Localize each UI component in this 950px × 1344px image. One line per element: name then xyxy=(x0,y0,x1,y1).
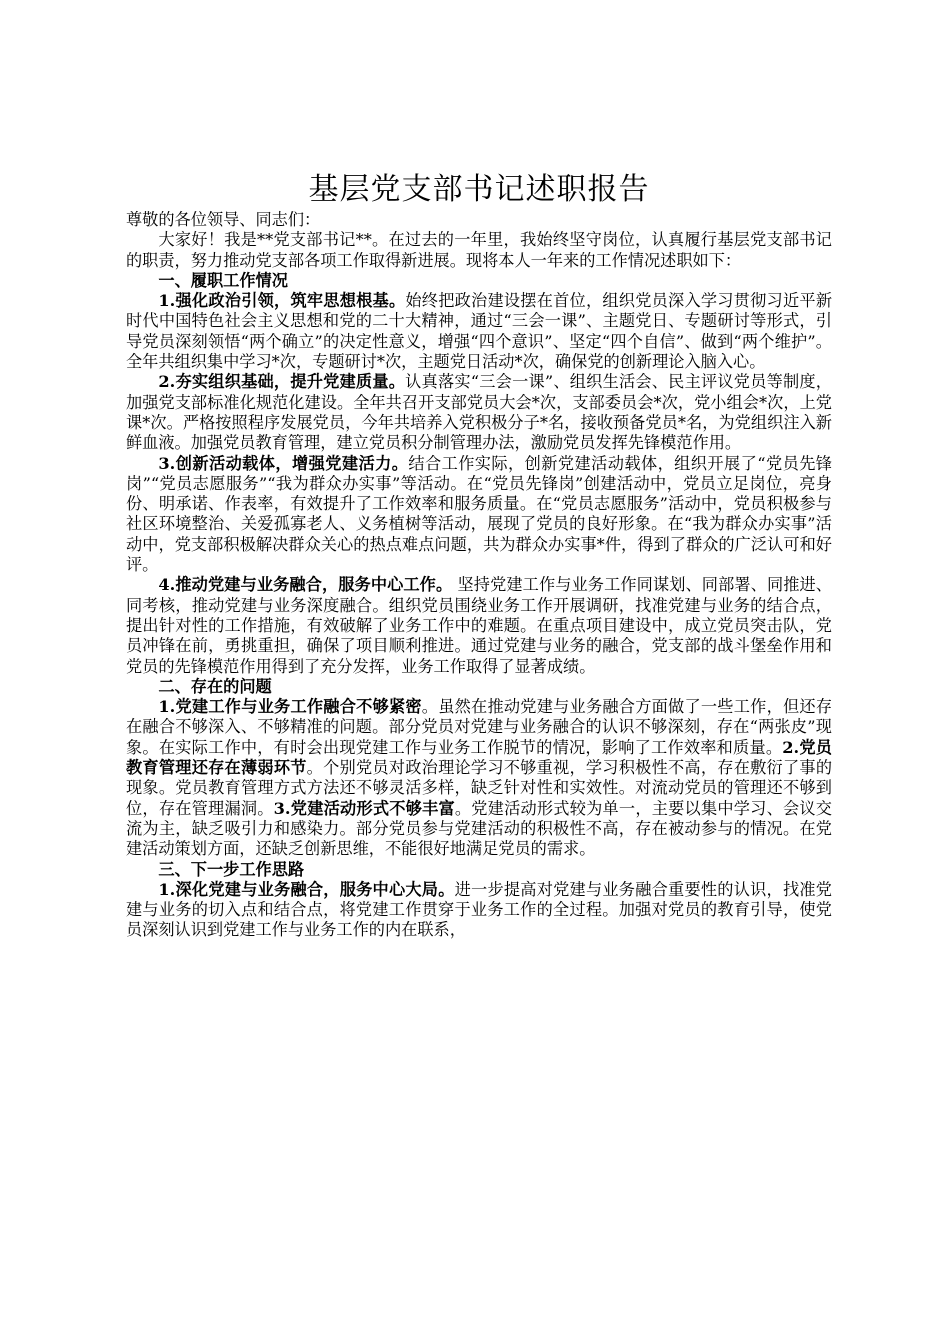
document-page xyxy=(126,170,832,941)
section1-item-2 xyxy=(126,372,832,453)
problem-body-2: 。个别党员对政治理论学习不够重视，学习积极性不高，存在敷衍了事的现象。党员教育管理方式方法还不够灵活多样，缺乏针对性和实效性。对流动党员的管理还不够到位，存在管理漏洞。 xyxy=(126,758,833,818)
item-lead: 3.创新活动载体，增强党建活力。 xyxy=(158,453,409,473)
item-body: 进一步提高对党建与业务融合重要性的认识，找准党建与业务的切入点和结合点，将党建工作贯穿于业务工作的全过程。加强对党员的教育引导，使党员深刻认识到党建工作与业务工作的内在联系， xyxy=(126,879,832,940)
item-body: 结合工作实际，创新党建活动载体，组织开展了“党员先锋岗”“党员志愿服务”“我为群众办实事”等活动。在“党员先锋岗”创建活动中，党员立足岗位，亮身份、明承诺、作表率，有效提升了工作效率和服务质量。在“党员志愿服务”活动中，党员积极参与社区环境整治、关爱孤寡老人、义务植树等活动，展现了党员的良好形象。在“我为群众办实事”活动中，党支部积极解决群众关心的热点难点问题，共为群众办实事*件，得到了群众的广泛认可和好评。 xyxy=(126,453,832,575)
item-body: 始终把政治建设摆在首位，组织党员深入学习贯彻习近平新时代中国特色社会主义思想和党的二十大精神，通过“三会一课”、主题党日、专题研讨等形式，引导党员深刻领悟“两个确立”的决定性意义，增强“四个意识”、坚定“四个自信”、做到“两个维护”。全年共组织集中学习*次，专题研讨*次，主题党日活动*次，确保党的创新理论入脑入心。 xyxy=(126,291,833,372)
salutation: 尊敬的各位领导、同志们： xyxy=(126,210,321,229)
intro-paragraph: 大家好！我是**党支部书记**。在过去的一年里，我始终坚守岗位，认真履行基层党支部书记的职责，努力推动党支部各项工作取得新进展。现将本人一年来的工作情况述职如下： xyxy=(126,230,832,270)
section2-heading: 二、存在的问题 xyxy=(158,676,272,696)
section3-item-1 xyxy=(126,880,832,941)
problem-lead-2: 2.党员教育管理还存在薄弱环节 xyxy=(126,737,832,778)
problem-lead-3: 3.党建活动形式不够丰富 xyxy=(273,798,455,818)
section1-heading: 一、履职工作情况 xyxy=(158,270,288,290)
item-lead: 1.深化党建与业务融合，服务中心大局。 xyxy=(158,879,455,899)
item-body: 坚持党建工作与业务工作同谋划、同部署、同推进、同考核，推动党建与业务深度融合。组织党员围绕业务工作开展调研，找准党建与业务的结合点，提出针对性的工作措施，有效破解了业务工作中的难题。在重点项目建设中，成立党员突击队，党员冲锋在前，勇挑重担，确保了项目顺利推进。通过党建与业务的融合，党支部的战斗堡垒作用和党员的先锋模范作用得到了充分发挥，业务工作取得了显著成绩。 xyxy=(126,575,832,676)
problem-lead-1: 1.党建工作与业务工作融合不够紧密 xyxy=(158,697,422,717)
problem-body-1: 。虽然在推动党建与业务融合方面做了一些工作，但还存在融合不够深入、不够精准的问题。部分党员对党建与业务融合的认识不够深刻，存在“两张皮”现象。在实际工作中，有时会出现党建工作与业务工作脱节的情况，影响了工作效率和质量。 xyxy=(126,697,833,757)
section1-item-3 xyxy=(126,454,832,576)
section1-item-4 xyxy=(126,575,832,676)
item-body: 认真落实“三会一课”、组织生活会、民主评议党员等制度，加强党支部标准化规范化建设。全年共召开支部党员大会*次，支部委员会*次，党小组会*次，上党课*次。严格按照程序发展党员，今年共培养入党积极分子*名，接收预备党员*名，为党组织注入新鲜血液。加强党员教育管理，建立党员积分制管理办法，激励党员发挥先锋模范作用。 xyxy=(126,372,832,453)
section3-heading: 三、下一步工作思路 xyxy=(158,859,305,879)
problem-body-3: 。党建活动形式较为单一，主要以集中学习、会议交流为主，缺乏吸引力和感染力。部分党员参与党建活动的积极性不高，存在被动参与的情况。在党建活动策划方面，还缺乏创新思维，不能很好地满足党员的需求。 xyxy=(126,798,832,859)
document-title: 基层党支部书记述职报告 xyxy=(308,172,650,207)
item-lead: 4.推动党建与业务融合，服务中心工作。 xyxy=(158,575,453,595)
section2-paragraph xyxy=(126,697,832,859)
section1-item-1 xyxy=(126,291,832,372)
item-lead: 2.夯实组织基础，提升党建质量。 xyxy=(158,372,406,392)
item-lead: 1.强化政治引领，筑牢思想根基。 xyxy=(158,291,406,311)
